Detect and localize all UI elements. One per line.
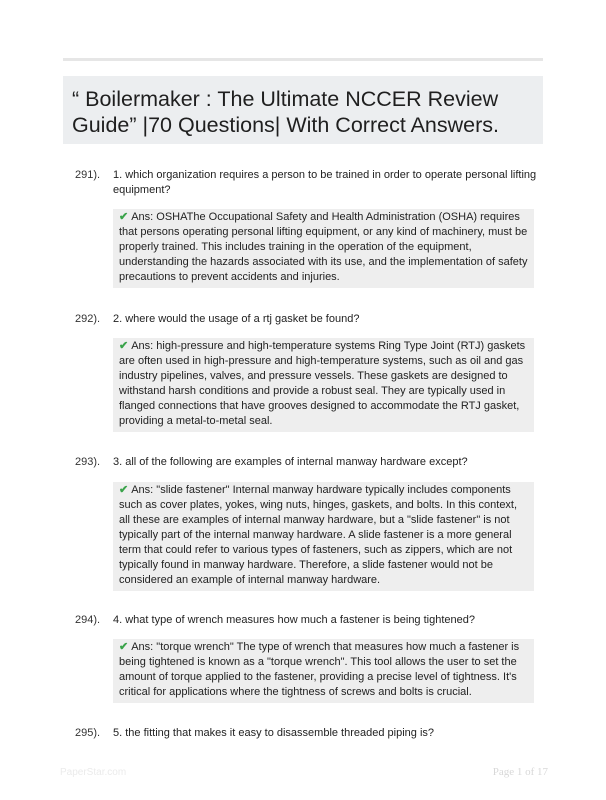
question-text: 1. which organization requires a person to be trained in order to operate personal lifting equipment? <box>113 169 537 196</box>
answer-box <box>113 639 534 703</box>
checkmark-icon: ✔ <box>119 340 129 352</box>
question-number: 293). <box>75 456 101 468</box>
question-number: 291). <box>75 169 101 181</box>
title-banner <box>63 76 543 144</box>
question-number: 295). <box>75 727 101 739</box>
question-text: 2. where would the usage of a rtj gasket be found? <box>113 313 360 325</box>
answer-text: Ans: "slide fastener" Internal manway hardware typically includes components such as cover plates, yokes, wing nuts, hinges, gaskets, and bolts. In this context, all these are examples of internal manway hardware, but a "slide fastener" is not typically part of the internal manway hardware. A slide fastener is a more general term that could refer to various types of fasteners, such as zippers, which are not typically found in manway hardware. Therefore, a slide fastener would not be considered an example of internal manway hardware. <box>119 484 518 586</box>
footer-watermark: PaperStar.com <box>60 767 127 778</box>
checkmark-icon: ✔ <box>119 211 129 223</box>
answer-text: Ans: OSHAThe Occupational Safety and Health Administration (OSHA) requires that persons operating personal lifting equipment, or any kind of machinery, must be properly trained. This includes training in the operation of the equipment, understanding the hazards associated with its use, and the implementation of safety precautions to prevent accidents and injuries. <box>119 211 528 283</box>
top-divider <box>63 58 543 61</box>
answer-text: Ans: "torque wrench" The type of wrench that measures how much a fastener is being tightened is known as a "torque wrench". This tool allows the user to set the amount of torque applied to the fastener, providing a precise level of tightness. It's critical for applications where the tightness of screws and bolts is crucial. <box>119 641 520 698</box>
question-text: 4. what type of wrench measures how much a fastener is being tightened? <box>113 614 475 626</box>
answer-text: Ans: high-pressure and high-temperature systems Ring Type Joint (RTJ) gaskets are often used in high-pressure and high-temperature systems, such as oil and gas industry pipelines, valves, and pressure vessels. These gaskets are designed to withstand harsh conditions and provide a robust seal. They are typically used in flanged connections that have grooves designed to accommodate the RTJ gasket, providing a metal-to-metal seal. <box>119 340 526 427</box>
page-indicator: Page 1 of 17 <box>492 766 548 778</box>
checkmark-icon: ✔ <box>119 641 129 653</box>
question-text: 3. all of the following are examples of internal manway hardware except? <box>113 456 468 468</box>
document-title: “ Boilermaker : The Ultimate NCCER Review Guide” |70 Questions| With Correct Answers. <box>72 87 499 137</box>
question-number: 292). <box>75 313 101 325</box>
question-text: 5. the fitting that makes it easy to disassemble threaded piping is? <box>113 727 435 739</box>
answer-box <box>113 209 534 288</box>
question-number: 294). <box>75 614 101 626</box>
answer-box <box>113 338 534 432</box>
checkmark-icon: ✔ <box>119 484 129 496</box>
answer-box <box>113 482 534 591</box>
